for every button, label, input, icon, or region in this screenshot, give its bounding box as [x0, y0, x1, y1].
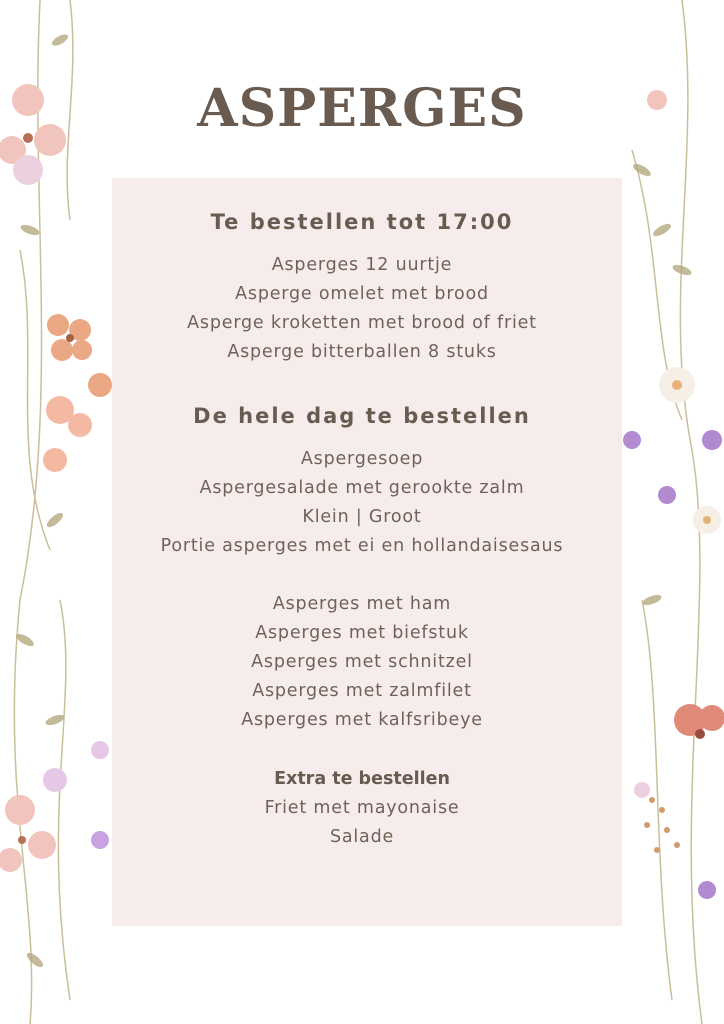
menu-item: Asperges met ham: [272, 594, 452, 614]
menu-item: Asperges 12 uurtje: [271, 255, 453, 275]
menu-item: Asperges met kalfsribeye: [241, 710, 483, 730]
menu-item: Asperges met zalmfilet: [252, 681, 472, 701]
menu-item: Asperges met biefstuk: [255, 623, 469, 643]
section-heading-all-day: De hele dag te bestellen: [193, 404, 531, 428]
menu-item: Aspergesalade met gerookte zalm: [199, 478, 525, 498]
menu-item: Salade: [329, 827, 395, 847]
menu-item: Aspergesoep: [300, 449, 424, 469]
section-heading-until-1700: Te bestellen tot 17:00: [210, 210, 514, 234]
menu-item: Portie asperges met ei en hollandaisesaus: [160, 536, 564, 556]
menu-item: Friet met mayonaise: [264, 798, 460, 818]
menu-item: Asperge kroketten met brood of friet: [187, 313, 537, 333]
page-title: ASPERGES: [197, 78, 527, 139]
menu-item: Asperge omelet met brood: [235, 284, 489, 304]
menu-item: Asperges met schnitzel: [251, 652, 473, 672]
menu-item: Klein | Groot: [302, 507, 422, 527]
menu-item: Asperge bitterballen 8 stuks: [227, 342, 497, 362]
extra-heading: Extra te bestellen: [274, 769, 450, 789]
